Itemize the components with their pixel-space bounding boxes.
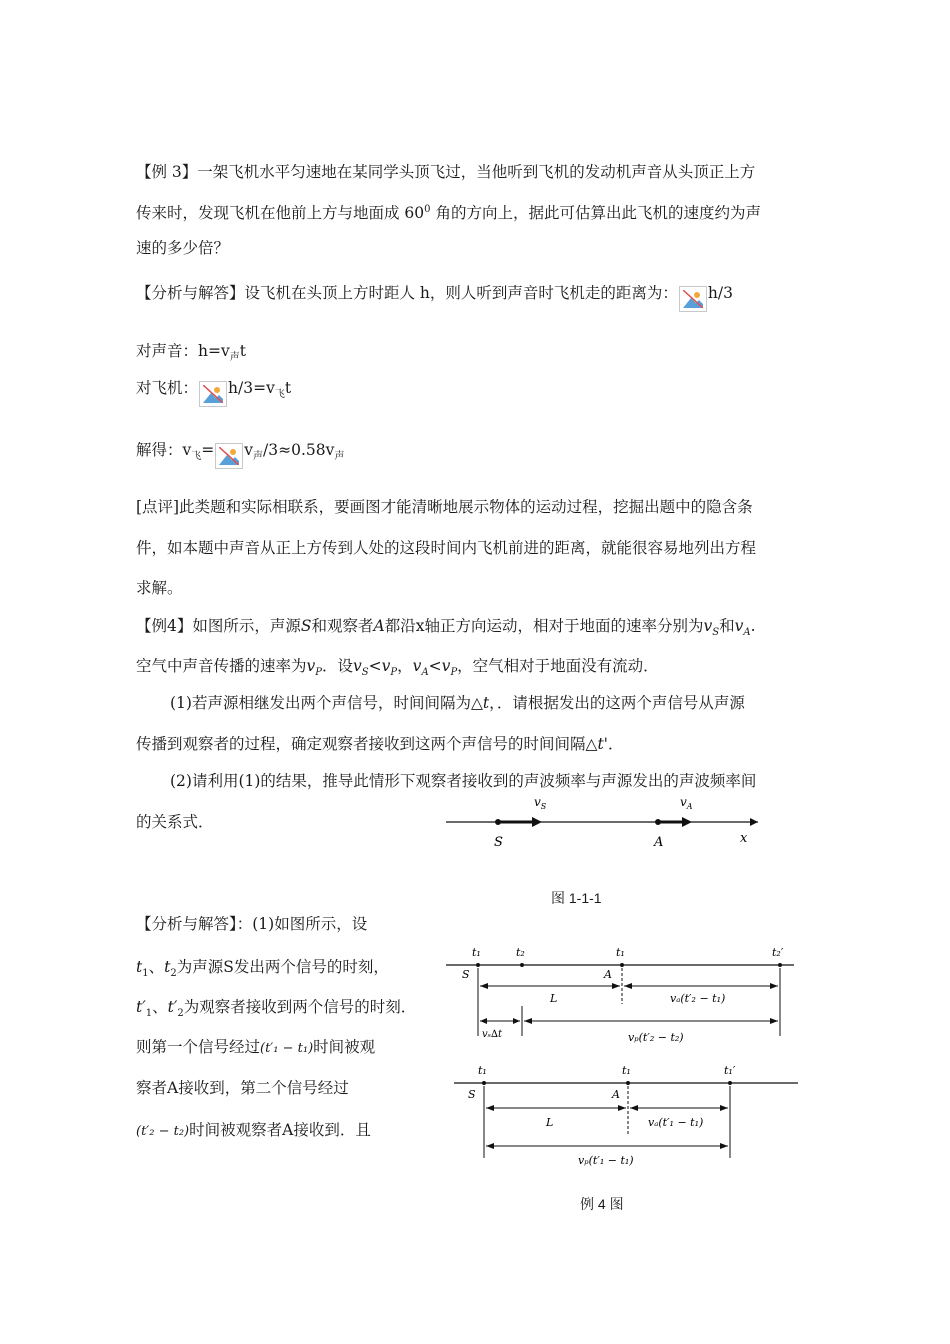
ex4-question-1a: (1)若声源相继发出两个声信号，时间间隔为△t，．请根据发出的这两个声信号从声源	[170, 694, 745, 712]
broken-image-icon	[199, 381, 227, 407]
ex4-answer-3: $t'_1$、$t'_2$为观察者接收到两个信号的时刻．	[136, 998, 417, 1020]
figure-1-1-1	[442, 790, 762, 860]
fig1-S-label: S	[494, 835, 503, 850]
fig2-t1: t₁	[472, 946, 481, 959]
fig2-vsdt: vₛ∆t	[482, 1029, 503, 1040]
fig2-b-vp: vₚ(t′₁ − t₁)	[578, 1154, 634, 1167]
broken-image-icon	[215, 443, 243, 469]
ex4-question-1b: 传播到观察者的过程，确定观察者接收到这两个声信号的时间间隔△t'．	[136, 735, 624, 753]
ex3-review-3: 求解。	[136, 579, 183, 597]
ex4-answer-5: 察者A接收到，第二个信号经过	[136, 1079, 349, 1097]
ex3-line-1: 【例 3】一架飞机水平匀速地在某同学头顶飞过，当他听到飞机的发动机声音从头顶正上方	[136, 163, 756, 181]
fig2-S: S	[462, 968, 470, 981]
broken-image-icon	[679, 286, 707, 312]
fig1-vs-label: $v_S$	[534, 795, 547, 811]
figure-example-4	[442, 940, 802, 1170]
ex3-line-3: 速的多少倍？	[136, 239, 230, 257]
fig2-L: L	[550, 992, 558, 1005]
fig2-t2p: t₂′	[772, 946, 784, 959]
ex4-question-2a: (2)请利用(1)的结果，推导此情形下观察者接收到的声波频率与声源发出的声波频率间	[170, 772, 757, 790]
ex3-line-5: 对声音：$h=v_声t$	[136, 342, 246, 364]
ex4-line-2: 空气中声音传播的速率为$v_P$．设$v_S<v_P$，$v_A<v_P$，空气相对于地面没有流动．	[136, 657, 659, 679]
fig2-vA1: vₐ(t′₂ − t₁)	[670, 992, 726, 1005]
ex3-line-4: 【分析与解答】设飞机在头顶上方时距人 h，则人听到声音时飞机走的距离为： h/3	[136, 283, 733, 312]
fig2-vp1: vₚ(t′₂ − t₂)	[628, 1031, 684, 1044]
ex4-answer-6: (t′₂ − t₂)时间被观察者A接收到．且	[136, 1121, 371, 1139]
fig2-b-vA: vₐ(t′₁ − t₁)	[648, 1116, 704, 1129]
ex4-answer-2: $t_1$、$t_2$为声源S发出两个信号的时刻，	[136, 958, 389, 980]
fig2-t1b: t₁	[616, 946, 625, 959]
fig2-t2: t₂	[516, 946, 525, 959]
fig1-A-label: A	[654, 835, 664, 850]
ex3-line-2: 传来时，发现飞机在他前上方与地面成 $60^0$ 角的方向上，据此可估算出此飞机的速度约为声	[136, 204, 761, 223]
fig1-x-label: x	[740, 831, 748, 846]
fig1-caption: 图 1-1-1	[551, 890, 602, 906]
ex4-answer-4: 则第一个信号经过(t′₁ − t₁)时间被观	[136, 1038, 376, 1056]
fig1-va-label: $v_A$	[680, 795, 693, 811]
ex3-line-7: 解得：$v_飞=$ $v_声/3\approx 0.58v_声$	[136, 440, 344, 469]
fig2-b-t1: t₁	[478, 1064, 487, 1077]
ex3-review-2: 件，如本题中声音从正上方传到人处的这段时间内飞机前进的距离，就能很容易地列出方程	[136, 539, 757, 557]
ex3-review-1: [点评]此类题和实际相联系，要画图才能清晰地展示物体的运动过程，挖掘出题中的隐含条	[136, 498, 753, 516]
ex3-line-6: 对飞机： $h/3=v_飞t$	[136, 378, 291, 407]
fig2-b-S: S	[468, 1088, 476, 1101]
ex4-answer-1: 【分析与解答】：(1)如图所示，设	[136, 915, 368, 933]
ex4-question-2b: 的关系式．	[136, 813, 214, 831]
fig2-caption: 例 4 图	[580, 1196, 624, 1212]
fig2-b-A: A	[612, 1088, 620, 1101]
fig2-A: A	[604, 968, 612, 981]
fig2-b-L: L	[546, 1116, 554, 1129]
fig2-b-t1p: t₁′	[724, 1064, 736, 1077]
ex4-line-1: 【例4】如图所示，声源S和观察者A都沿x轴正方向运动，相对于地面的速率分别为$v_S$和$v_A$.	[136, 617, 756, 639]
fig2-b-t1b: t₁	[622, 1064, 631, 1077]
